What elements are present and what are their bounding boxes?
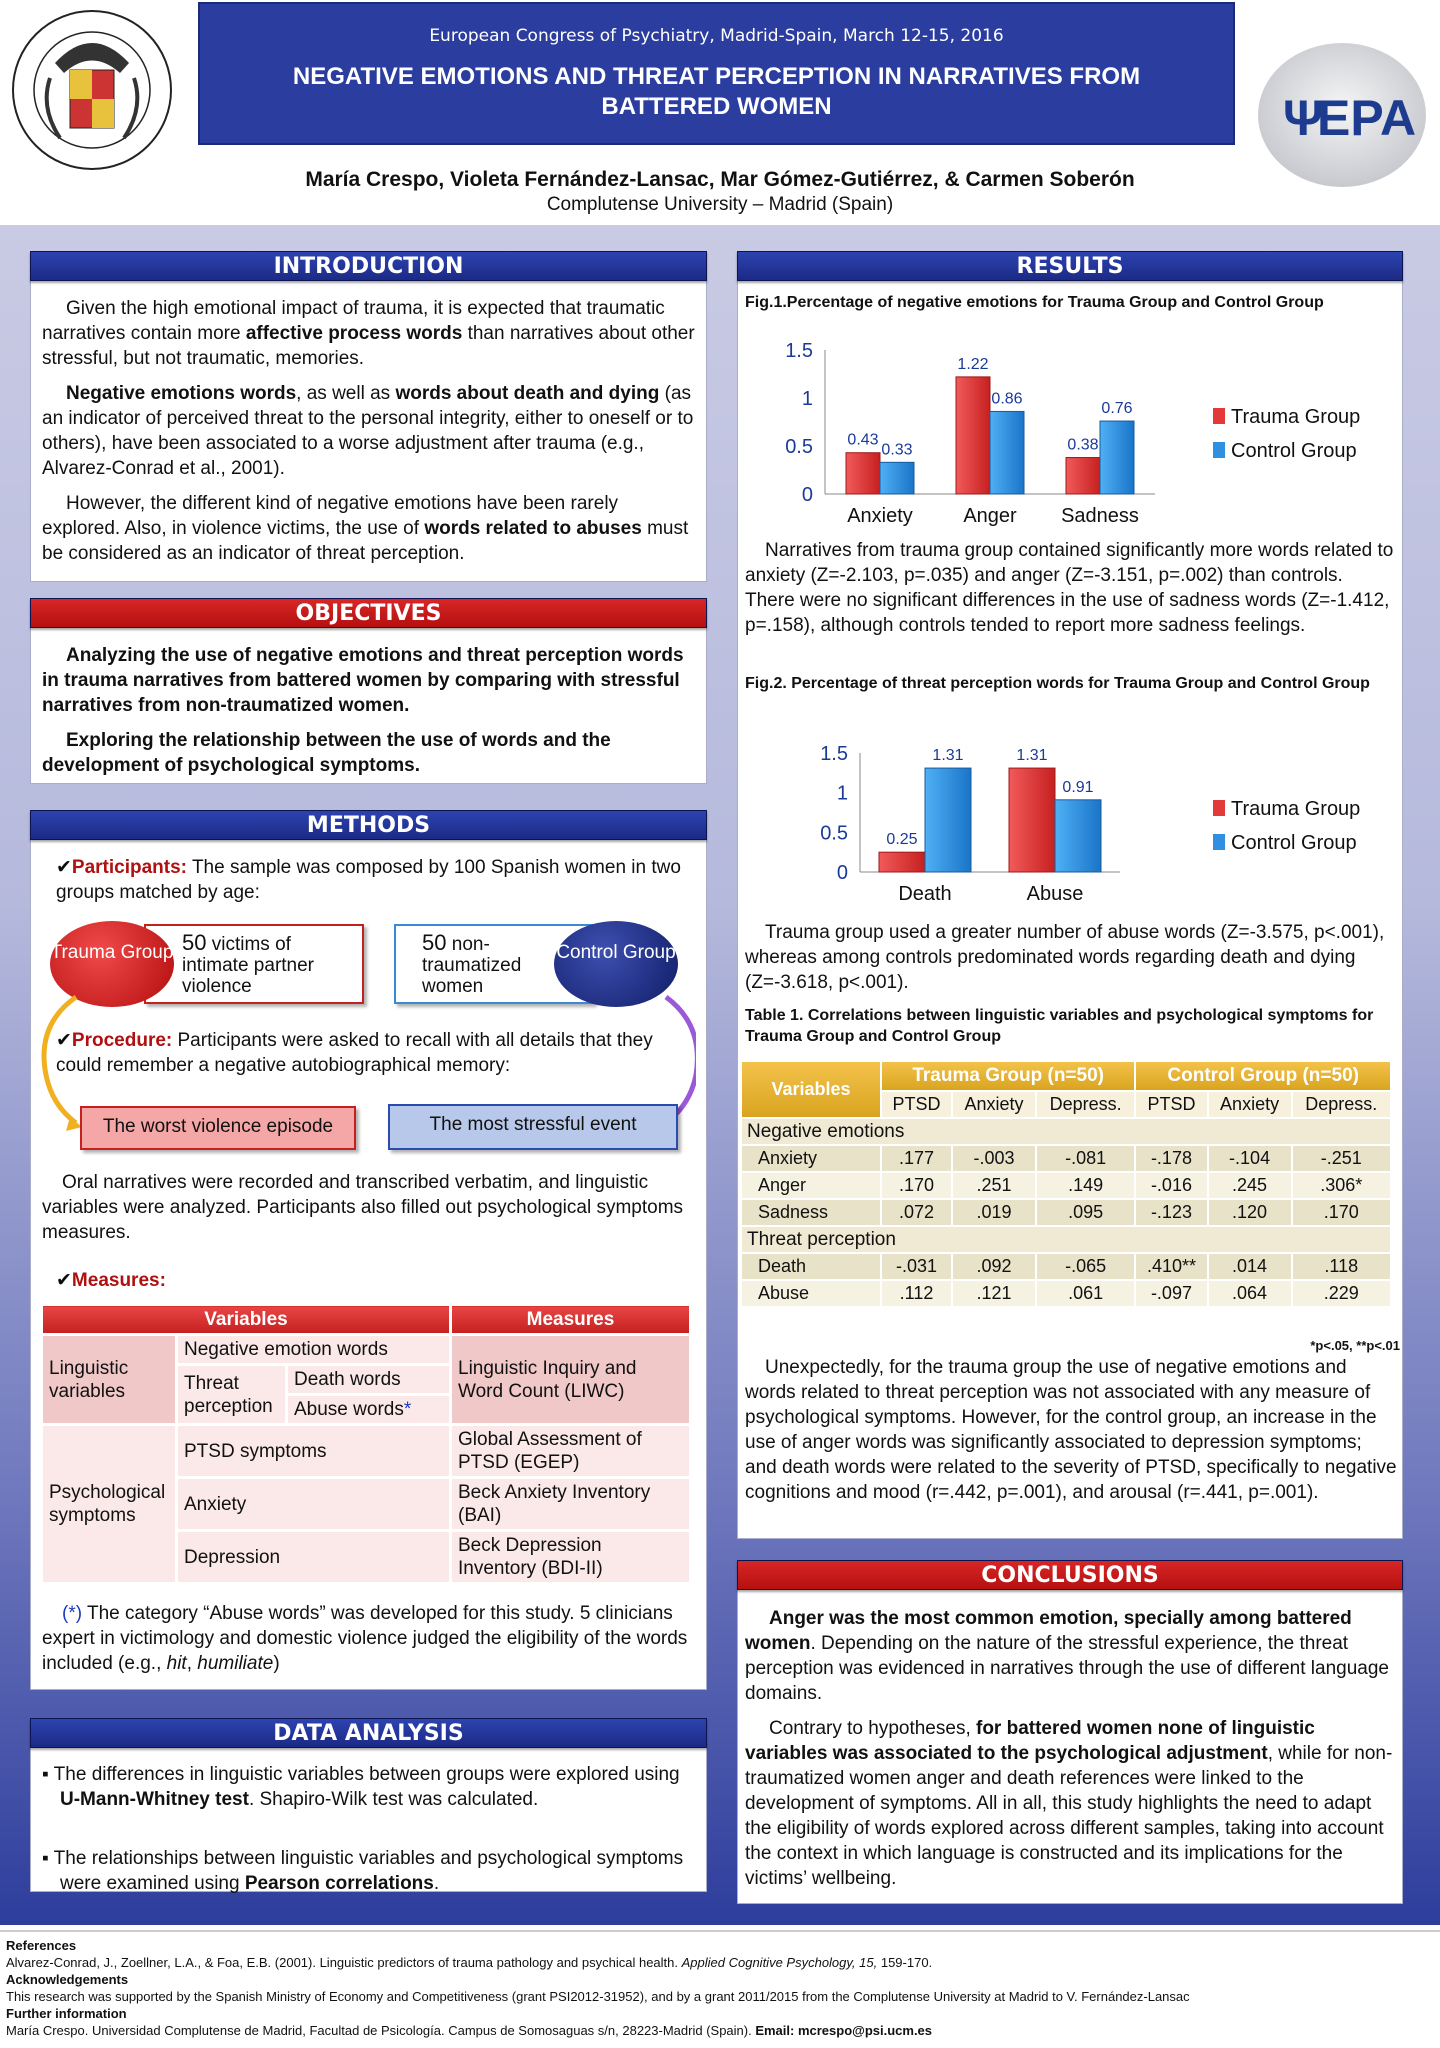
y-tick-label: 1 xyxy=(801,388,813,410)
table-cell: .170 xyxy=(881,1172,952,1199)
worst-violence-event-box: The worst violence episode xyxy=(80,1106,356,1150)
conclusion-paragraph-1: Anger was the most common emotion, specially among battered women. Depending on the nature of the stressful experience, the threat perception was evidenced in narratives through the use of different language domains. xyxy=(745,1608,1389,1704)
abuse-words-note: (*) The category “Abuse words” was developed for this study. 5 clinicians expert in victimology and domestic violence judged the eligibility of the words included (e.g., hit, humiliate) xyxy=(42,1603,688,1674)
fig1-caption: Fig.1.Percentage of negative emotions for Trauma Group and Control Group xyxy=(745,294,1324,311)
measures-header-measures: Measures xyxy=(451,1305,691,1335)
table-col-4: Anxiety xyxy=(1208,1091,1292,1118)
measures-table xyxy=(40,1303,692,1585)
congress-line: European Congress of Psychiatry, Madrid-Spain, March 12-15, 2016 xyxy=(429,26,1004,46)
data-label: 0.38 xyxy=(1067,436,1099,454)
control-group-box: 50 non-traumatized women xyxy=(394,924,594,1004)
checkmark-icon: ✔ xyxy=(56,1270,72,1291)
data-label: 0.91 xyxy=(1062,778,1094,796)
oral-narratives-text: Oral narratives were recorded and transcribed verbatim, and linguistic variables were analyzed. Participants also filled out psychological symptoms measures. xyxy=(42,1172,684,1243)
legend-swatch xyxy=(1213,408,1225,424)
table-cell: .019 xyxy=(952,1199,1036,1226)
title-banner xyxy=(198,2,1235,145)
table-row xyxy=(741,1145,1391,1172)
affiliation: Complutense University – Madrid (Spain) xyxy=(546,194,894,215)
measures-header-variables: Variables xyxy=(42,1305,451,1335)
objective-2: Exploring the relationship between the use of words and the development of psychological symptoms. xyxy=(42,730,611,776)
bar-trauma-group xyxy=(1009,768,1055,872)
fig2-caption: Fig.2. Percentage of threat perception words for Trauma Group and Control Group xyxy=(745,675,1370,692)
table-cell: .245 xyxy=(1208,1172,1292,1199)
control-group-oval: Control Group xyxy=(554,921,678,1007)
table-row xyxy=(741,1253,1391,1280)
bar-control-group xyxy=(1055,800,1101,872)
fig1-negative-emotions-chart xyxy=(745,334,1400,534)
bdi-cell: Beck Depression Inventory (BDI-II) xyxy=(451,1531,691,1584)
data-analysis-heading: DATA ANALYSIS xyxy=(30,1718,707,1748)
most-stressful-event-box: The most stressful event xyxy=(388,1104,678,1150)
data-label: 0.86 xyxy=(991,390,1023,408)
linguistic-variables-cell: Linguistic variables xyxy=(42,1335,177,1425)
table-header-trauma: Trauma Group (n=50) xyxy=(881,1061,1135,1091)
data-label: 0.76 xyxy=(1101,400,1133,418)
y-tick-label: 0.5 xyxy=(785,436,813,458)
legend-swatch xyxy=(1213,834,1225,850)
table-cell: .064 xyxy=(1208,1280,1292,1307)
legend-label: Control Group xyxy=(1231,440,1357,462)
table-cell: .306* xyxy=(1292,1172,1391,1199)
reference-entry: Alvarez-Conrad, J., Zoellner, L.A., & Foa, E.B. (2001). Linguistic predictors of trauma pathology and psychical health. Applied Cognitive Psychology, 15, 159-170. xyxy=(6,1955,933,1970)
bar-trauma-group xyxy=(1066,458,1100,494)
data-label: 1.22 xyxy=(957,355,989,373)
legend-swatch xyxy=(1213,442,1225,458)
results-heading: RESULTS xyxy=(737,251,1403,281)
table-cell: .095 xyxy=(1036,1199,1135,1226)
svg-text:Ψ: Ψ xyxy=(1283,90,1324,146)
table-cell: .121 xyxy=(952,1280,1036,1307)
table-col-0: PTSD xyxy=(881,1091,952,1118)
introduction-heading: INTRODUCTION xyxy=(30,251,707,281)
y-tick-label: 0 xyxy=(801,484,813,506)
table-cell: -.081 xyxy=(1036,1145,1135,1172)
acknowledgement-text: This research was supported by the Spanish Ministry of Economy and Competitiveness (grant PSI2012-31952), and by a grant 2011/2015 from the Complutense University at Madrid to V. Fernández-Lansac xyxy=(6,1989,1190,2004)
table-col-1: Anxiety xyxy=(952,1091,1036,1118)
y-tick-label: 1 xyxy=(836,782,848,805)
table-cell: -.097 xyxy=(1135,1280,1207,1307)
legend-label: Trauma Group xyxy=(1231,798,1361,820)
row-label: Anger xyxy=(741,1172,881,1199)
conclusions-heading: CONCLUSIONS xyxy=(737,1560,1403,1590)
table-header-control: Control Group (n=50) xyxy=(1135,1061,1391,1091)
poster-header xyxy=(0,0,1440,225)
analysis-bullet-1: ▪ The differences in linguistic variables between groups were explored using U-Mann-Whitney test. Shapiro-Wilk test was calculated. xyxy=(42,1764,680,1810)
bar-control-group xyxy=(990,411,1024,494)
table-col-5: Depress. xyxy=(1292,1091,1391,1118)
correlations-table xyxy=(740,1060,1392,1308)
row-label: Sadness xyxy=(741,1199,881,1226)
measures-label: ✔Measures: xyxy=(56,1270,166,1291)
bai-cell: Beck Anxiety Inventory (BAI) xyxy=(451,1478,691,1531)
bar-trauma-group xyxy=(846,453,880,494)
section-threat-perception: Threat perception xyxy=(741,1226,1391,1253)
row-label: Abuse xyxy=(741,1280,881,1307)
legend-label: Trauma Group xyxy=(1231,406,1361,428)
y-tick-label: 1.5 xyxy=(785,340,813,362)
death-words-cell: Death words xyxy=(287,1365,451,1395)
table-cell: .118 xyxy=(1292,1253,1391,1280)
procedure-text: ✔Procedure: Participants were asked to recall with all details that they could remember a negative autobiographical memory: xyxy=(56,1030,653,1076)
table-cell: .149 xyxy=(1036,1172,1135,1199)
table-header-variables: Variables xyxy=(741,1061,881,1118)
fig2-description: Trauma group used a greater number of abuse words (Z=-3.575, p<.001), whereas among controls predominated words regarding death and dying (Z=-3.618, p<.001). xyxy=(745,922,1385,993)
table-cell: .092 xyxy=(952,1253,1036,1280)
table-row xyxy=(741,1172,1391,1199)
analysis-bullet-2: ▪ The relationships between linguistic variables and psychological symptoms were examined using Pearson correlations. xyxy=(42,1848,684,1894)
anxiety-cell: Anxiety xyxy=(177,1478,451,1531)
table-cell: .112 xyxy=(881,1280,952,1307)
bar-control-group xyxy=(1100,421,1134,494)
data-label: 0.25 xyxy=(886,831,918,849)
data-label: 0.43 xyxy=(847,431,879,449)
checkmark-icon: ✔ xyxy=(56,1030,72,1051)
authors: María Crespo, Violeta Fernández-Lansac, Mar Gómez-Gutiérrez, & Carmen Soberón xyxy=(305,168,1135,191)
table-cell: .410** xyxy=(1135,1253,1207,1280)
x-tick-label: Anger xyxy=(963,505,1017,527)
epa-logo xyxy=(1255,40,1430,190)
abuse-words-cell: Abuse words* xyxy=(287,1395,451,1425)
bar-control-group xyxy=(925,768,971,872)
table-cell: -.104 xyxy=(1208,1145,1292,1172)
table-cell: .170 xyxy=(1292,1199,1391,1226)
poster-title: NEGATIVE EMOTIONS AND THREAT PERCEPTION IN NARRATIVES FROM BATTERED WOMEN xyxy=(292,63,1141,120)
table-cell: -.251 xyxy=(1292,1145,1391,1172)
table-cell: .229 xyxy=(1292,1280,1391,1307)
psychological-symptoms-cell: Psychological symptoms xyxy=(42,1425,177,1584)
methods-heading: METHODS xyxy=(30,810,707,840)
y-tick-label: 0 xyxy=(836,862,848,884)
table-cell: -.016 xyxy=(1135,1172,1207,1199)
legend-label: Control Group xyxy=(1231,832,1357,854)
data-label: 1.31 xyxy=(1016,747,1048,765)
bar-trauma-group xyxy=(956,377,990,494)
y-tick-label: 0.5 xyxy=(820,822,848,845)
data-label: 1.31 xyxy=(932,747,964,765)
fig1-description: Narratives from trauma group contained significantly more words related to anxiety (Z=-2.103, p=.035) and anger (Z=-3.151, p=.002) than controls. There were no significant differences in the use of sadness words (Z=-1.412, p=.158), although controls tended to report more sadness feelings. xyxy=(745,540,1394,636)
intro-paragraph-3: However, the different kind of negative emotions have been rarely explored. Also, in violence victims, the use of words related to abuses must be considered as an indicator of threat perception. xyxy=(42,493,689,564)
conclusion-paragraph-2: Contrary to hypotheses, for battered women none of linguistic variables was associated to the psychological adjustment, while for non-traumatized women anger and death references were linked to the development of symptoms. All in all, this study highlights the need to adapt the eligibility of words explored across different samples, taking into account the context in which language is constructed and its implications for the victims’ wellbeing. xyxy=(745,1718,1393,1889)
objective-1: Analyzing the use of negative emotions and threat perception words in trauma narratives from battered women by comparing with stressful narratives from non-traumatized women. xyxy=(42,645,684,716)
table-cell: .072 xyxy=(881,1199,952,1226)
contact-info: María Crespo. Universidad Complutense de Madrid, Facultad de Psicología. Campus de Somosaguas s/n, 28223-Madrid (Spain). Email: mcrespo@psi.ucm.es xyxy=(6,2023,933,2038)
ucm-seal-logo xyxy=(10,8,174,172)
table-cell: .177 xyxy=(881,1145,952,1172)
table-cell: -.065 xyxy=(1036,1253,1135,1280)
table1-caption: Table 1. Correlations between linguistic variables and psychological symptoms for Trauma Group and Control Group xyxy=(745,1007,1374,1045)
table-cell: .120 xyxy=(1208,1199,1292,1226)
table-cell: -.123 xyxy=(1135,1199,1207,1226)
table-cell: .251 xyxy=(952,1172,1036,1199)
fig2-threat-perception-chart xyxy=(745,730,1400,915)
table-cell: -.031 xyxy=(881,1253,952,1280)
table-cell: .014 xyxy=(1208,1253,1292,1280)
row-label: Anxiety xyxy=(741,1145,881,1172)
table-cell: -.003 xyxy=(952,1145,1036,1172)
ptsd-symptoms-cell: PTSD symptoms xyxy=(177,1425,451,1478)
bar-trauma-group xyxy=(879,852,925,872)
trauma-group-oval: Trauma Group xyxy=(50,921,174,1007)
section-negative-emotions: Negative emotions xyxy=(741,1118,1391,1145)
x-tick-label: Anxiety xyxy=(847,505,913,527)
footer: References Alvarez-Conrad, J., Zoellner, L.A., & Foa, E.B. (2001). Linguistic predictors of trauma pathology and psychical health. Applied Cognitive Psychology, 15, 159-170. Acknowledgements This research was supported by the Spanish Ministry of Economy and Competitiveness (grant PSI2012-31952), and by a grant 2011/2015 from the Complutense University at Madrid to V. Fernández-Lansac Further information María Crespo. Universidad Complutense de Madrid, Facultad de Psicología. Campus de Somosaguas s/n, 28223-Madrid (Spain). Email: mcrespo@psi.ucm.es xyxy=(0,1930,1440,2048)
data-label: 0.33 xyxy=(881,441,913,459)
threat-perception-cell: Threat perception xyxy=(177,1365,287,1425)
objectives-heading: OBJECTIVES xyxy=(30,598,707,628)
table1-description: Unexpectedly, for the trauma group the use of negative emotions and words related to threat perception was not associated with any measure of psychological symptoms. However, for the control group, an increase in the use of anger words was significantly associated to depression symptoms; and death words were related to the severity of PTSD, specifically to negative cognitions and mood (r=.442, p=.001), and arousal (r=.441, p=.001). xyxy=(745,1357,1397,1503)
y-tick-label: 1.5 xyxy=(820,743,848,765)
x-tick-label: Sadness xyxy=(1061,505,1139,527)
bar-control-group xyxy=(880,462,914,494)
table-cell: .061 xyxy=(1036,1280,1135,1307)
egep-cell: Global Assessment of PTSD (EGEP) xyxy=(451,1425,691,1478)
x-tick-label: Death xyxy=(898,883,952,905)
liwc-cell: Linguistic Inquiry and Word Count (LIWC) xyxy=(451,1335,691,1425)
table-row xyxy=(741,1280,1391,1307)
negative-emotion-words-cell: Negative emotion words xyxy=(177,1335,451,1365)
trauma-group-box: 50 victims of intimate partner violence xyxy=(144,924,364,1004)
checkmark-icon: ✔ xyxy=(56,857,72,878)
row-label: Death xyxy=(741,1253,881,1280)
x-tick-label: Abuse xyxy=(1026,883,1084,905)
participants-text: ✔Participants: The sample was composed by 100 Spanish women in two groups matched by age: xyxy=(56,857,681,903)
svg-text:EPA: EPA xyxy=(1317,90,1417,146)
depression-cell: Depression xyxy=(177,1531,451,1584)
intro-paragraph-2: Negative emotions words, as well as words about death and dying (as an indicator of perceived threat to the personal integrity, either to oneself or to others), have been associated to a worse adjustment after trauma (e.g., Alvarez-Conrad et al., 2001). xyxy=(42,383,694,479)
table-row xyxy=(741,1199,1391,1226)
intro-paragraph-1: Given the high emotional impact of trauma, it is expected that traumatic narratives contain more affective process words than narratives about other stressful, but not traumatic, memories. xyxy=(42,298,695,369)
significance-note: *p<.05, **p<.01 xyxy=(1310,1338,1400,1353)
table-col-3: PTSD xyxy=(1135,1091,1207,1118)
table-cell: -.178 xyxy=(1135,1145,1207,1172)
table-col-2: Depress. xyxy=(1036,1091,1135,1118)
legend-swatch xyxy=(1213,800,1225,816)
